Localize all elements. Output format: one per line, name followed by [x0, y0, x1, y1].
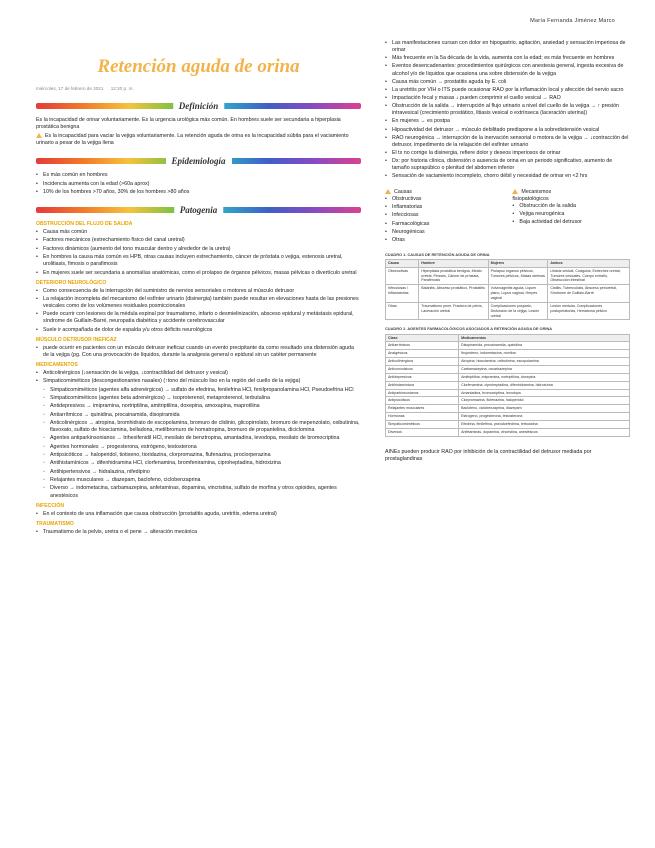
table-cell: Ibuprofeno, indometacina, morfina	[459, 350, 630, 358]
section-list	[36, 288, 361, 334]
list-item: • Causa más común	[36, 229, 361, 236]
section-list	[36, 511, 361, 518]
table-cell: Hiperplasia prostática benigna, Meato uretral, Fimosis, Cáncer de próstata, Parafimosis	[419, 267, 488, 285]
list-item: • Obstrucción de la salida → interrupción al flujo urinario a nivel del cuello de la vejiga → ↑ presión intravesical (crecimiento prostático, litiasis vesical o extrínseca (laceración uterina))	[385, 103, 630, 117]
table-cell: Clorfenamina, ciproheptadina, difenhidramina, hidroxizina	[459, 381, 630, 389]
footer-note: AINEs pueden producir RAO por inhibición de la contractilidad del detrusor mediada por prostaglandinas	[385, 448, 592, 462]
table-cell: Carbamazepina, oxcarbazepina	[459, 365, 630, 373]
list-item: • Causa más común → prostatitis aguda by E. coli	[385, 79, 630, 86]
table-cell: Anticolinérgicos	[386, 358, 459, 366]
table-row	[386, 342, 630, 350]
table1-caption: CUADRO 1. CAUSAS DE RETENCIÓN AGUDA DE ORINA	[385, 251, 490, 257]
table-row	[386, 428, 630, 436]
list-item: • Infecciosas	[385, 212, 503, 219]
list-item: • puede ocurrir en pacientes con un músculo detrusor ineficaz cuando un evento precipitante da como resultado una distensión aguda de la vejiga (pg. Con una provocación de líquidos, durante la analgesia general o epidural sin un catéter permanente	[36, 345, 361, 359]
mech-list	[512, 203, 630, 227]
drugs-table	[385, 334, 630, 437]
causes-block	[385, 189, 630, 246]
table-cell: Amantadina, bromocriptina, levodopa	[459, 389, 630, 397]
table-cell: Atropina, hiosciamina, oxibutinina, escopolamina	[459, 358, 630, 366]
author-name: María Fernanda Jiménez Marco	[530, 18, 615, 24]
table-header-cell: Clase	[386, 334, 459, 342]
list-item: • Sensación de vaciamiento incompleto, chorro débil y necesidad de orinar en <2 hrs	[385, 173, 630, 180]
table-cell: Disopiramida, procainamida, quinidina	[459, 342, 630, 350]
list-item: • Inflamatorias	[385, 204, 503, 211]
list-item: • Más frecuente en la 5a década de la vida, aumenta con la edad; es más frecuente en hombres	[385, 55, 630, 62]
table-cell: Otras	[386, 302, 419, 320]
list-item: • En el contexto de una inflamación que causa obstrucción (prostatitis aguda, uretritis, edema uretral)	[36, 511, 361, 518]
list-item: ◦ Antiarrítmicos → quinidina, procainamida, disopiramida	[36, 412, 361, 419]
section-title: OBSTRUCCIÓN DEL FLUJO DE SALIDA	[36, 221, 133, 228]
table-cell: Clorpromazina, flufenazina, haloperidol	[459, 397, 630, 405]
date-text: miércoles, 17 de febrero de 2021	[36, 85, 104, 91]
list-item: • El tx no corrige la disinergia, refiere dolor y deseos imperiosos de orinar	[385, 150, 630, 157]
table-row	[386, 302, 630, 320]
list-item: • Incidencia aumenta con la edad (>60a aprox)	[36, 181, 361, 188]
right-notes-list	[385, 40, 630, 181]
list-item: ◦ Antihistamínicos → difenhidramina HCl, clorfenamina, bromfeniramina, ciproheptadina, hidroxizina	[36, 460, 361, 467]
patogenia-body	[36, 221, 361, 536]
list-item: • Suele ir acompañada de dolor de espalda y/u otros déficits neurológicos	[36, 327, 361, 334]
table-cell: Hormonas	[386, 413, 459, 421]
list-item: • En mujeres suele ser secundaria a anomalías anatómicas, como el prolapso de órganos pélvicos, masas pélvicas o divertículo uretral	[36, 270, 361, 277]
table-cell: Antidepresivos	[386, 373, 459, 381]
table-row	[386, 405, 630, 413]
table-header-row	[386, 334, 630, 342]
section-title: INFECCIÓN	[36, 502, 65, 509]
list-item: ◦ Simpaticomiméticos (agentes beta adrenérgicos) → isoproterenol, metaproterenol, terbutalina	[36, 395, 361, 402]
table-row	[386, 389, 630, 397]
table-row	[386, 373, 630, 381]
list-item: • Obstructivas	[385, 196, 503, 203]
table-header-cell: Ambos	[548, 259, 630, 267]
table-cell: Infecciosas / Inflamatorias	[386, 285, 419, 303]
causes-title: Causas	[385, 189, 441, 196]
table-cell: Obstructivas	[386, 267, 419, 285]
page-title: Retención aguda de orina	[97, 56, 300, 77]
table-header-cell: Mujeres	[488, 259, 548, 267]
list-item: ◦ Relajantes musculares → diazepam, baclofeno, ciclobenzaprina	[36, 477, 361, 484]
warning-icon	[512, 189, 518, 194]
list-item: • Factores dinámicos (aumento del tono muscular dentro y alrededor de la uretra)	[36, 246, 361, 253]
epidemiologia-list	[36, 172, 361, 196]
table2-caption: CUADRO 2. AGENTES FARMACOLÓGICOS ASOCIADOS A RETENCIÓN AGUDA DE ORINA	[385, 326, 553, 332]
list-item: • Eventos desencadenantes: procedimientos quirúrgicos con anestesia general, ingesta excesiva de alcohol y/o de líquidos que ocasiona una sobre distensión de la vejiga	[385, 63, 630, 77]
table-cell: Amitriptilina, imipramina, nortriptilina, doxepina	[459, 373, 630, 381]
list-item: • Impactación fecal y masas ↓ pueden comprimir el cuello vesical → RAO	[385, 95, 630, 102]
list-item: • Neurogénicas	[385, 229, 503, 236]
table-cell: Baclofeno, ciclobenzaprina, diazepam	[459, 405, 630, 413]
warning-icon	[385, 189, 391, 194]
table-cell: Diversos	[386, 428, 459, 436]
section-list	[36, 345, 361, 359]
list-item: • En hombres la causa más común es HPB, otras causas incluyen estrechamiento, cáncer de próstata o vejiga, estenosis uretral, urolitiasis, fimosis o parafimosis	[36, 254, 361, 268]
table-cell: Cistitis, Tuberculosis, Absceso periuretral, Síndrome de Guillain-Barré	[548, 285, 630, 303]
table-cell: Balanitis, Absceso prostático, Prostatitis	[419, 285, 488, 303]
table-cell: Antiparkinsonianos	[386, 389, 459, 397]
table-cell: Relajantes musculares	[386, 405, 459, 413]
mech-title: Mecanismos fisiopatológicos	[512, 188, 552, 202]
table-row	[386, 358, 630, 366]
table-row	[386, 350, 630, 358]
table-row	[386, 413, 630, 421]
table-cell: Antipsicóticos	[386, 397, 459, 405]
list-item: • Como consecuencia de la interrupción del suministro de nervios sensoriales o motores al músculo detrusor	[36, 288, 361, 295]
table-cell: Traumatismo pene, Fractura de pelvis, Laceración uretral	[419, 302, 488, 320]
table-cell: Lesión medular, Complicaciones postoperatorias, Hematoma pélvico	[548, 302, 630, 320]
table-cell: Vulvovaginitis aguda, Liquen plano, Lupus vaginal, Herpes vaginal	[488, 285, 548, 303]
table-cell: Antiarrítmicos	[386, 342, 459, 350]
warning-icon	[36, 133, 42, 138]
table-row	[386, 365, 630, 373]
list-item: ◦ Diverso → indometacina, carbamazepina, anfetaminas, dopamina, vincristina, sulfato de morfina y otros opioides, agentes anestésicos	[36, 485, 361, 499]
list-item: • Puede ocurrir con lesiones de la médula espinal por traumatismo, infarto o desmielinización, absceso epidural y metástasis epidural, síndrome de Guillain-Barré, neuropatía diabética y accidente cerebrovascular	[36, 311, 361, 325]
table-cell: Complicaciones posparto, Disfunción de la vejiga, Lesión uretral	[488, 302, 548, 320]
list-item: • Vejiga neurogénica	[512, 211, 630, 218]
list-item: ◦ Antihipertensivos → hidralazina, nifedipino	[36, 469, 361, 476]
epidemiologia-header: Epidemiología	[36, 155, 361, 167]
patogenia-header: Patogenia	[36, 204, 361, 216]
table-row	[386, 420, 630, 428]
list-item: • En mujeres → es postpa	[385, 118, 630, 125]
list-item: ◦ Simpaticomiméticos (agentes alfa adrenérgicos) → sulfato de efedrina, fenilefrina HCl, fenilpropanolamina HCl, Pseudoefrina HCl	[36, 387, 361, 394]
list-item: • RAO neurogénica → interrupción de la inervación sensorial o motora de la vejiga → ↓contracción del detrusor, impedimento de la relajación del esfínter urinario	[385, 135, 630, 149]
list-item: • Farmacológicas	[385, 221, 503, 228]
table-cell: Antihistamínicos	[386, 381, 459, 389]
table-cell: Prolapso órganos pélvicos, Tumores pélvicos, Masas uterinas	[488, 267, 548, 285]
list-item: • Las manifestaciones cursan con dolor en hipogastrio, agitación, ansiedad y sensación imperiosa de orinar	[385, 40, 630, 54]
list-item: ◦ Anticolinérgicos → atropina, bromhidrato de escopolamina, bromuro de clidinio, glicopirrolato, bromuro de mepenzolato, oxibutinina, flavoxato, sulfato de hiosciamina, belladona, metilbromuro de homatropina, bromuro de propantelina, diciclomina	[36, 420, 361, 434]
list-item: • Factores mecánicos (estrechamiento físico del canal uretral)	[36, 237, 361, 244]
list-item: • Anticolinérgicos (↓sensación de la vejiga, ↓contractilidad del detrusor y vesical)	[36, 370, 361, 377]
section-title: MÚSCULO DETRUSOR INEFICAZ	[36, 336, 117, 343]
list-item: • Traumatismo de la pelvis, uretra o el pene → alteración mecánica	[36, 529, 361, 536]
list-item: • Simpaticomiméticos (descongestionantes nasales) (↑tono del músculo liso en la región del cuello de la vejiga)	[36, 378, 361, 385]
definicion-header: Definición	[36, 100, 361, 112]
section-list	[36, 370, 361, 385]
section-title: MEDICAMENTOS	[36, 362, 78, 369]
causes-table	[385, 259, 630, 320]
list-item: • La uretritis por VIH o ITS puede ocasionar RAO por la inflamación local y afección del nervio sacro	[385, 87, 630, 94]
definicion-p1: Es la incapacidad de orinar voluntariamente. Es la urgencia urológica más común. En hombres suele ser secundaria a hiperplasia prostática benigna	[36, 116, 341, 130]
table-row	[386, 397, 630, 405]
table-cell: Analgésicos	[386, 350, 459, 358]
table-cell: Estrógeno, progesterona, testosterona	[459, 413, 630, 421]
list-item: ◦ Agentes antiparkinsonianos → trihexifenidil HCl, mesilato de benztropina, amantadina, levodopa, mesilato de bromocriptina	[36, 435, 361, 442]
list-item: • 10% de los hombres >70 años, 30% de los hombres >80 años	[36, 189, 361, 196]
time-text: 12:20 p. m.	[110, 85, 134, 91]
list-item: • Dx: por historia clínica, distensión o ausencia de orina en un periodo significativo, aumento de tamaño suprapúbico o plenitud del abdomen inferior	[385, 158, 630, 172]
definicion-p2: Es la incapacidad para vaciar la vejiga voluntariamente. La retención aguda de orina es la incapacidad súbita para el vaciamiento urinario a pesar de la vejiga llena	[36, 133, 349, 147]
table-header-row	[386, 259, 630, 267]
table-row	[386, 267, 630, 285]
section-title: DETERIORO NEUROLÓGICO	[36, 279, 107, 286]
list-item: • Obstrucción de la salida	[512, 203, 630, 210]
left-column	[36, 40, 361, 537]
list-item: ◦ Antipsicóticos → haloperidol, tiotixeno, tioridazina, clorpromazina, flufenazina, proclorperazina	[36, 452, 361, 459]
table-cell: Simpaticomiméticos	[386, 420, 459, 428]
list-item: ◦ Agentes hormonales → progesterona, estrógeno, testosterona	[36, 444, 361, 451]
table-row	[386, 285, 630, 303]
sub-list	[36, 387, 361, 500]
table-cell: Efedrina, fenilefrina, pseudoefedrina, terbutalina	[459, 420, 630, 428]
right-column	[385, 40, 630, 463]
list-item: • Hipoactividad del detrusor → músculo debilitado predispone a la sobredistensión vesical	[385, 127, 630, 134]
causes-list	[385, 196, 503, 245]
section-list	[36, 229, 361, 277]
table-cell: Anfetaminas, dopamina, vincristina, anestésicos	[459, 428, 630, 436]
table-header-cell: Causa	[386, 259, 419, 267]
list-item: ◦ Antidepresivos → imipramina, nortriptilina, amitriptilina, doxepina, amoxapina, maprotilina	[36, 403, 361, 410]
list-item: • Es más común en hombres	[36, 172, 361, 179]
list-item: • La relajación incompleta del mecanismo del esfínter urinario (disinergia) también puede resultar en elevaciones hasta de las presiones vesicales como de los volúmenes residuales posmiccionales	[36, 296, 361, 310]
table-row	[386, 381, 630, 389]
section-list	[36, 529, 361, 536]
section-title: TRAUMATISMO	[36, 520, 74, 527]
table-cell: Litiasis vesical, Coágulos, Estrechez uretral, Tumores vesicales, Cuerpo extraño, Obstrucción intestinal	[548, 267, 630, 285]
table-cell: Anticonvulsivos	[386, 365, 459, 373]
list-item: • Baja actividad del detrusor	[512, 219, 630, 226]
table-header-cell: Medicamentos	[459, 334, 630, 342]
page-meta	[36, 86, 361, 92]
list-item: • Otras	[385, 237, 503, 244]
table-header-cell: Hombre	[419, 259, 488, 267]
